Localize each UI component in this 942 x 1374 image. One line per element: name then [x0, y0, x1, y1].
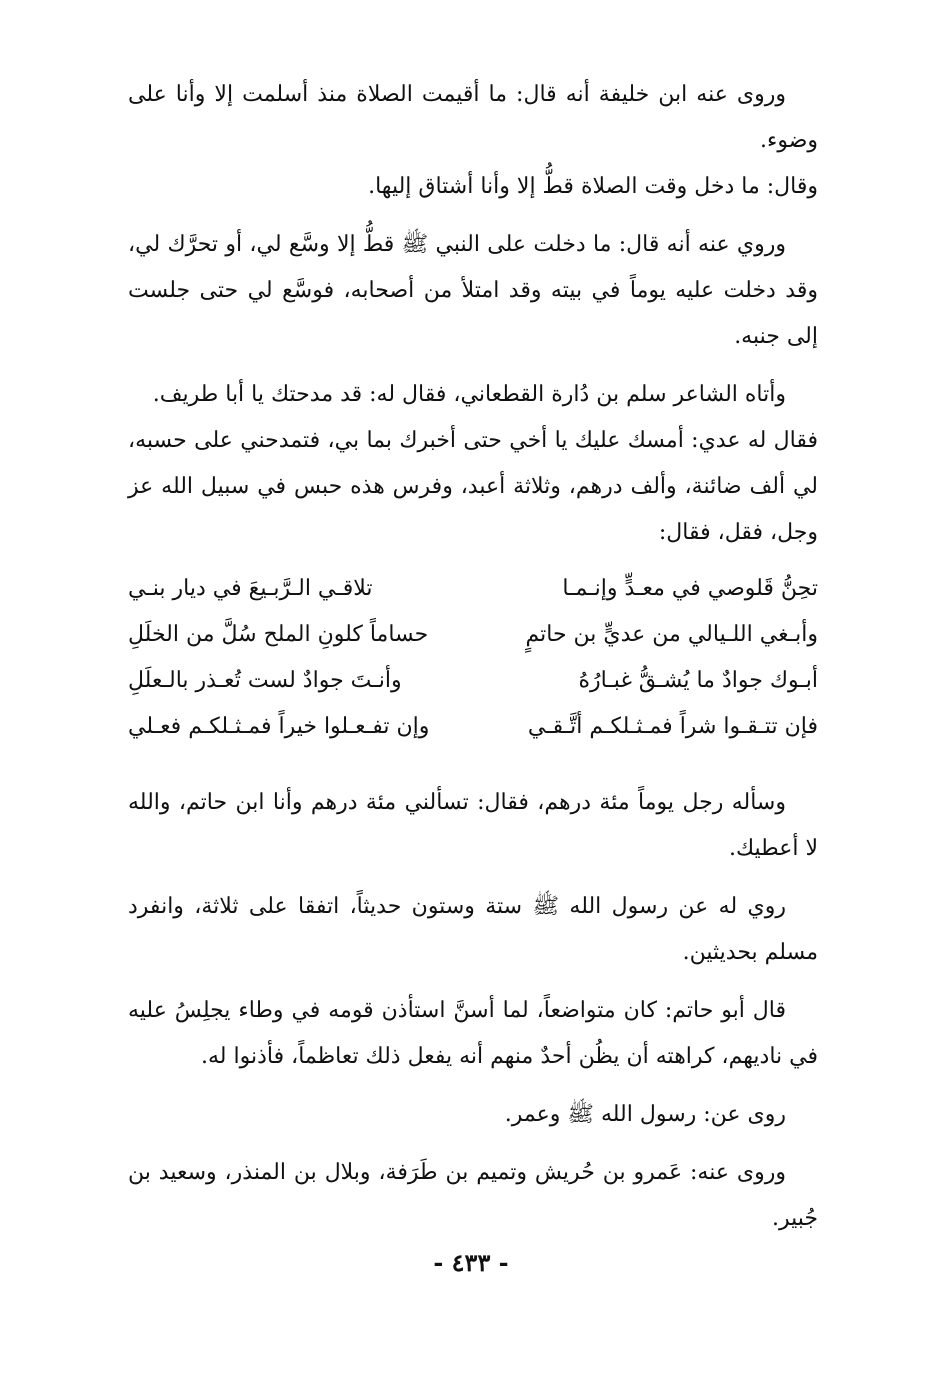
paragraph-hadith-count: روي له عن رسول الله ﷺ ستة وستون حديثاً، اتفقا على ثلاثة، وانفرد مسلم بحديثين.: [128, 894, 818, 965]
poem-verse-second-half: حساماً كلونِ الملح سُلَّ من الخلَلِ: [128, 622, 429, 647]
document-page: [128, 72, 818, 1242]
page-number: - ٤٣٣ -: [433, 1248, 509, 1277]
poem-verse-second-half: وإن تفـعـلوا خيراً فمـثـلكـم فعـلي: [128, 714, 430, 739]
paragraph-adi-reply: فقال له عدي: أمسك عليك يا أخي حتى أخبرك بما بي، فتمدحني على حسبه، لي ألف ضائنة، وألف درهم، وثلاثة أعبد، وفرس هذه حبس في سبيل الله عز وجل، فقل، فقال:: [128, 428, 818, 545]
poem-verse-second-half: وأنـتَ جوادٌ لست تُعـذر بالـعلَلِ: [128, 668, 402, 693]
poem-block: [128, 566, 818, 750]
poem-verse-first-half: فإن تتـقـوا شراً فمـثـلكـم أتَّـقـي: [527, 714, 818, 739]
paragraph-narrated-by: وروى عنه: عَمرو بن حُريش وتميم بن طَرَفة، وبلال بن المنذر، وسعيد بن جُبير.: [128, 1160, 818, 1231]
poem-verse-first-half: تحِنُّ قَلوصي في معـدٍّ وإنـمـا: [562, 576, 818, 601]
paragraph-hundred-dirhams: وسأله رجل يوماً مئة درهم، فقال: تسألني مئة درهم وأنا ابن حاتم، والله لا أعطيك.: [128, 790, 818, 861]
paragraph-prophet-visit: وروي عنه أنه قال: ما دخلت على النبي ﷺ قطُّ إلا وسَّع لي، أو تحرَّك لي، وقد دخلت عليه يوماً في بيته وقد امتلأ من أصحابه، فوسَّع لي حتى جلست إلى جنبه.: [128, 232, 818, 349]
paragraph-poet-visit: وأتاه الشاعر سلم بن دُارة القطعاني، فقال له: قد مدحتك يا أبا طريف.: [152, 382, 786, 407]
paragraph-ibn-khalifa: وروى عنه ابن خليفة أنه قال: ما أقيمت الصلاة منذ أسلمت إلا وأنا على وضوء.: [128, 82, 818, 153]
paragraph-abu-hatim: قال أبو حاتم: كان متواضعاً، لما أسنَّ استأذن قومه في وطاء يجلِسُ عليه في ناديهم، كراهته أن يظُن أحدٌ منهم أنه يفعل ذلك تعاظماً، فأذنوا له.: [128, 998, 818, 1069]
paragraph-prayer-longing: وقال: ما دخل وقت الصلاة قطُّ إلا وأنا أشتاق إليها.: [368, 174, 818, 199]
paragraph-narrated-from: روى عن: رسول الله ﷺ وعمر.: [504, 1102, 786, 1127]
poem-verse-first-half: أبـوك جوادٌ ما يُشـقُّ غبـارُهُ: [578, 668, 818, 693]
poem-verse-first-half: وأبـغي اللـيالي من عديٍّ بن حاتمٍ: [525, 622, 818, 647]
poem-verse-second-half: تلاقـي الـرَّبـيعَ في ديار بنـي: [128, 576, 373, 601]
